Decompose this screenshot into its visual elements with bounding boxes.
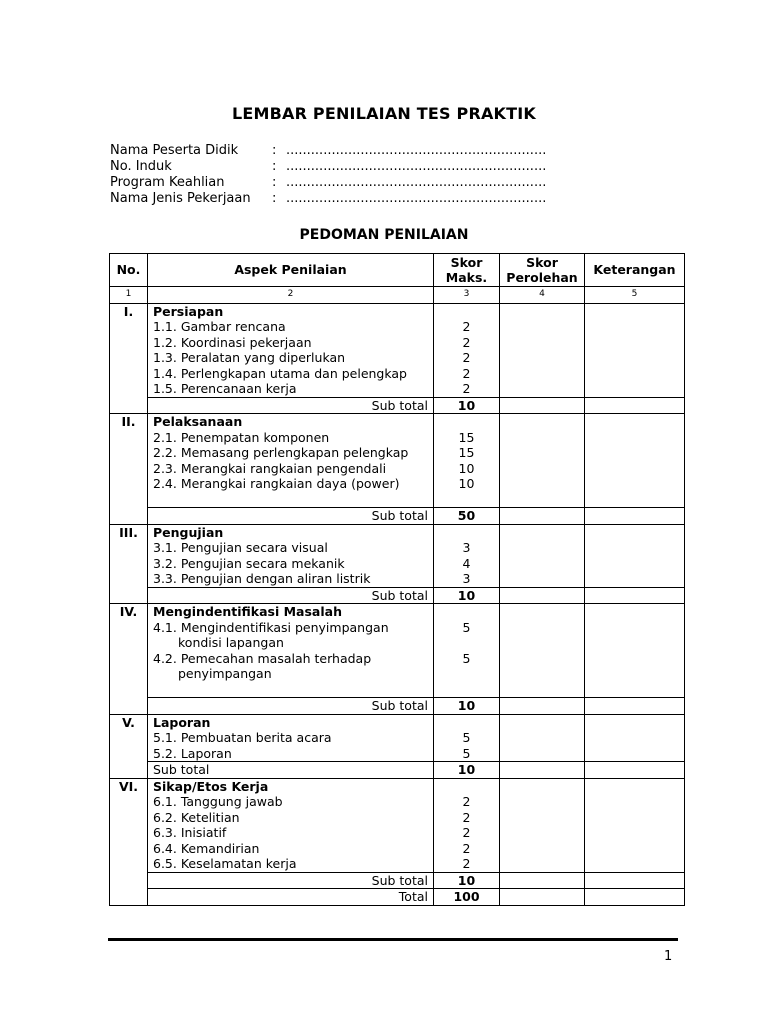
info-colon: : [272, 175, 277, 190]
header-skor-perolehan-line2: Perolehan [506, 270, 578, 285]
info-label: No. Induk [110, 159, 172, 174]
remarks-cell[interactable] [585, 587, 685, 604]
aspect-item: 2.3. Merangkai rangkaian pengendali [153, 460, 387, 476]
subtotal-row [110, 872, 685, 889]
section-number: III. [110, 524, 148, 604]
remarks-cell[interactable] [585, 762, 685, 779]
total-label: Total [148, 889, 434, 906]
max-score: 10 [458, 460, 475, 476]
aspect-item: 3.3. Pengujian dengan aliran listrik [153, 571, 371, 586]
aspect-item: 4.1. Mengindentifikasi penyimpangan kondisi lapangan [153, 619, 389, 650]
max-score: 2 [462, 840, 471, 856]
column-number: 3 [434, 287, 500, 304]
column-number: 2 [148, 287, 434, 304]
subtotal-value: 10 [434, 872, 500, 889]
header-skor-maks-line2: Maks. [445, 270, 488, 285]
student-info-block [110, 143, 556, 207]
remarks-cell[interactable] [585, 524, 685, 587]
score-obtained-cell[interactable] [500, 762, 585, 779]
header-keterangan: Keterangan [585, 254, 685, 287]
section-title: Mengindentifikasi Masalah [153, 604, 342, 619]
aspect-item: 5.2. Laporan [153, 745, 232, 761]
page-title: LEMBAR PENILAIAN TES PRAKTIK [231, 104, 537, 123]
header-skor-maks [434, 254, 500, 287]
max-score: 3 [462, 571, 471, 586]
page-number: 1 [664, 949, 673, 964]
info-row-no-induk [110, 159, 556, 175]
aspect-item: 6.5. Keselamatan kerja [153, 856, 297, 871]
subtotal-label: Sub total [148, 587, 434, 604]
section-aspects [148, 604, 434, 698]
info-fill-dots: ............................................................... [286, 175, 547, 190]
aspect-item: 6.3. Inisiatif [153, 825, 227, 840]
max-score: 10 [458, 476, 475, 491]
info-fill-dots: ............................................................... [286, 159, 547, 174]
max-score: 2 [462, 381, 471, 396]
max-score: 2 [462, 794, 471, 809]
header-aspek: Aspek Penilaian [148, 254, 434, 287]
remarks-cell[interactable] [585, 778, 685, 872]
remarks-cell[interactable] [585, 889, 685, 906]
header-skor-perolehan [500, 254, 585, 287]
subtotal-value: 10 [434, 698, 500, 715]
section-aspects [148, 714, 434, 762]
score-obtained-cell[interactable] [500, 397, 585, 414]
score-obtained-cell[interactable] [500, 524, 585, 587]
aspect-item: 4.2. Pemecahan masalah terhadap penyimpangan [153, 650, 372, 681]
max-score: 2 [462, 856, 471, 871]
max-score: 2 [462, 319, 471, 334]
section-number: IV. [110, 604, 148, 715]
section-row-persiapan [110, 303, 685, 397]
remarks-cell[interactable] [585, 872, 685, 889]
remarks-cell[interactable] [585, 698, 685, 715]
aspect-item: 1.4. Perlengkapan utama dan pelengkap [153, 365, 407, 381]
subtotal-row [110, 762, 685, 779]
max-score: 2 [462, 825, 471, 840]
max-scores [434, 524, 500, 587]
aspect-item: 2.4. Merangkai rangkaian daya (power) [153, 476, 400, 491]
section-row-sikap-etos-kerja [110, 778, 685, 872]
header-skor-perolehan-line1: Skor [526, 254, 558, 270]
aspect-item: 3.1. Pengujian secara visual [153, 540, 328, 555]
max-score: 5 [462, 730, 471, 745]
score-obtained-cell[interactable] [500, 872, 585, 889]
section-row-pelaksanaan [110, 414, 685, 508]
max-scores [434, 303, 500, 397]
score-obtained-cell[interactable] [500, 587, 585, 604]
max-score: 15 [458, 429, 475, 445]
remarks-cell[interactable] [585, 714, 685, 762]
subtotal-label: Sub total [148, 508, 434, 525]
column-number: 1 [110, 287, 148, 304]
info-colon: : [272, 159, 277, 174]
subtotal-label: Sub total [148, 762, 434, 779]
section-row-laporan [110, 714, 685, 762]
score-obtained-cell[interactable] [500, 698, 585, 715]
remarks-cell[interactable] [585, 508, 685, 525]
column-number-row [110, 287, 685, 304]
section-row-mengindentifikasi-masalah [110, 604, 685, 698]
score-obtained-cell[interactable] [500, 778, 585, 872]
info-colon: : [272, 191, 277, 206]
aspect-item: 1.5. Perencanaan kerja [153, 381, 297, 396]
remarks-cell[interactable] [585, 397, 685, 414]
section-title: Laporan [153, 714, 211, 730]
section-aspects [148, 524, 434, 587]
subtotal-row [110, 698, 685, 715]
max-score: 2 [462, 350, 471, 365]
score-obtained-cell[interactable] [500, 508, 585, 525]
score-obtained-cell[interactable] [500, 714, 585, 762]
section-number: VI. [110, 778, 148, 905]
section-subtitle: PEDOMAN PENILAIAN [299, 227, 469, 243]
table-header-row [110, 254, 685, 287]
aspect-item: 6.4. Kemandirian [153, 840, 260, 856]
total-value: 100 [434, 889, 500, 906]
max-score: 2 [462, 809, 471, 825]
section-number: V. [110, 714, 148, 778]
info-label: Nama Peserta Didik [110, 143, 239, 158]
aspect-item: 1.2. Koordinasi pekerjaan [153, 334, 312, 350]
score-obtained-cell[interactable] [500, 303, 585, 397]
section-aspects [148, 414, 434, 508]
aspect-item: 6.1. Tanggung jawab [153, 794, 283, 809]
info-label: Nama Jenis Pekerjaan [110, 191, 251, 206]
aspect-item: 1.3. Peralatan yang diperlukan [153, 350, 346, 365]
subtotal-value: 50 [434, 508, 500, 525]
info-label: Program Keahlian [110, 175, 225, 190]
max-score: 5 [462, 745, 471, 761]
max-score: 3 [462, 540, 471, 555]
subtotal-value: 10 [434, 762, 500, 779]
info-fill-dots: ............................................................... [286, 191, 547, 206]
info-fill-dots: ............................................................... [286, 143, 547, 158]
max-scores [434, 714, 500, 762]
section-title: Persiapan [153, 303, 224, 319]
max-score: 2 [462, 334, 471, 350]
info-colon: : [272, 143, 277, 158]
section-number: I. [110, 303, 148, 414]
aspect-item: 2.2. Memasang perlengkapan pelengkap [153, 445, 409, 460]
max-scores [434, 778, 500, 872]
aspect-item: 6.2. Ketelitian [153, 809, 240, 825]
subtotal-row [110, 508, 685, 525]
max-score: 15 [458, 445, 475, 460]
info-row-program-keahlian [110, 175, 556, 191]
header-skor-maks-line1: Skor [450, 254, 483, 270]
aspect-item: 3.2. Pengujian secara mekanik [153, 555, 345, 571]
column-number: 4 [500, 287, 585, 304]
subtotal-row [110, 587, 685, 604]
info-row-nama-peserta [110, 143, 556, 159]
section-aspects [148, 778, 434, 872]
remarks-cell[interactable] [585, 604, 685, 698]
footer-divider [108, 938, 678, 941]
header-no: No. [110, 254, 148, 287]
subtotal-label: Sub total [148, 698, 434, 715]
subtotal-value: 10 [434, 587, 500, 604]
score-obtained-cell[interactable] [500, 414, 585, 508]
max-score: 5 [462, 619, 471, 635]
subtotal-label: Sub total [148, 872, 434, 889]
section-title: Pengujian [153, 524, 224, 540]
subtotal-label: Sub total [148, 397, 434, 414]
aspect-item: 5.1. Pembuatan berita acara [153, 730, 332, 745]
max-scores [434, 604, 500, 698]
max-scores [434, 414, 500, 508]
score-obtained-cell[interactable] [500, 889, 585, 906]
section-number: II. [110, 414, 148, 525]
max-score: 4 [462, 555, 471, 571]
max-score: 5 [462, 650, 471, 666]
column-number: 5 [585, 287, 685, 304]
total-row [110, 889, 685, 906]
max-score: 2 [462, 365, 471, 381]
section-aspects [148, 303, 434, 397]
section-title: Sikap/Etos Kerja [153, 778, 269, 794]
aspect-item: 1.1. Gambar rencana [153, 319, 286, 334]
subtotal-row [110, 397, 685, 414]
section-row-pengujian [110, 524, 685, 587]
remarks-cell[interactable] [585, 303, 685, 397]
score-obtained-cell[interactable] [500, 604, 585, 698]
info-row-jenis-pekerjaan [110, 191, 556, 207]
aspect-item: 2.1. Penempatan komponen [153, 429, 330, 445]
subtotal-value: 10 [434, 397, 500, 414]
section-title: Pelaksanaan [153, 414, 243, 429]
assessment-table [109, 253, 685, 906]
remarks-cell[interactable] [585, 414, 685, 508]
